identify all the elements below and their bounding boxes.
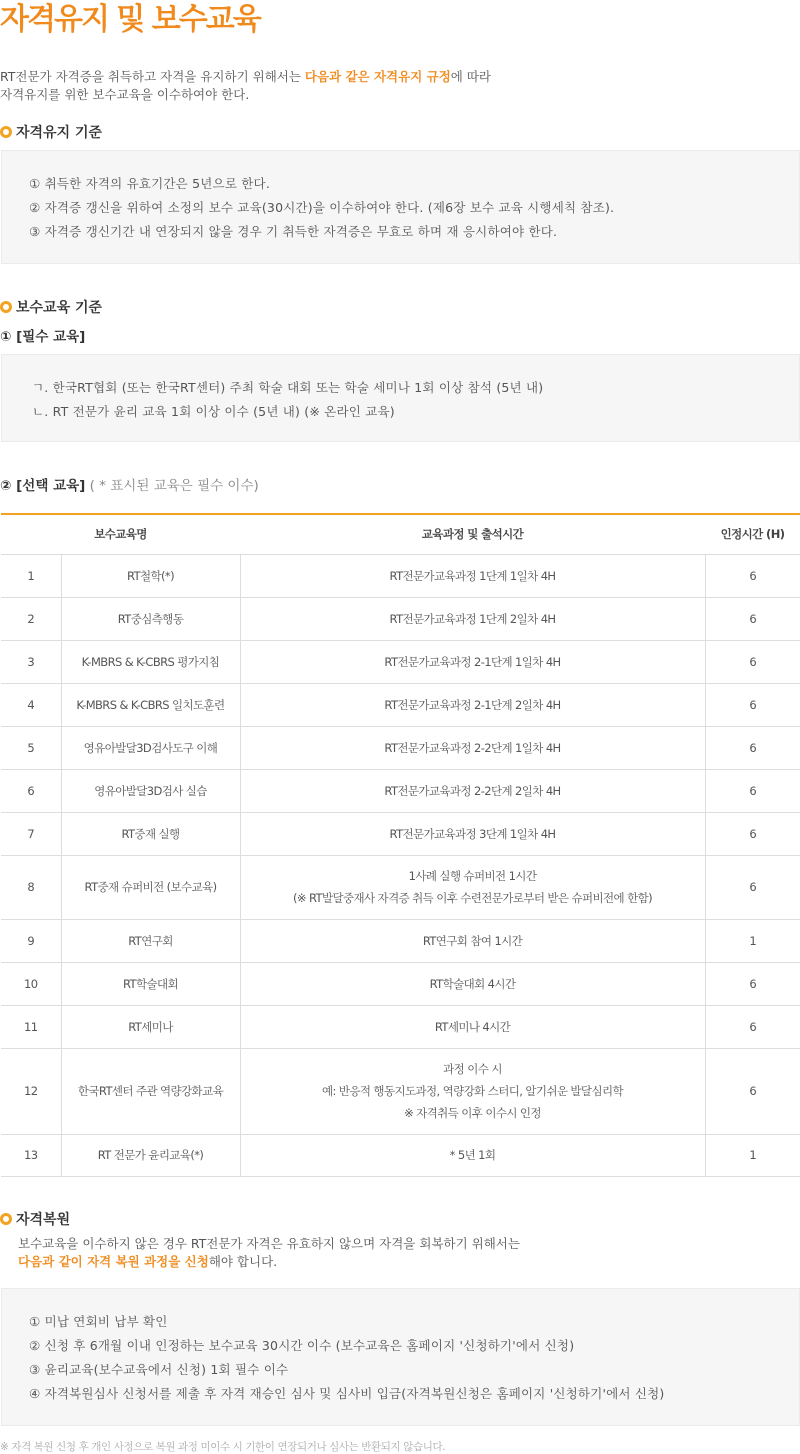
table-row	[1, 919, 800, 962]
credit-hours: 6	[705, 1048, 800, 1134]
list-item: ③ 윤리교육(보수교육에서 신청) 1회 필수 이수	[29, 1362, 289, 1377]
course-name: 영유아발달3D검사 실습	[61, 769, 240, 812]
header-course-detail: 교육과정 및 출석시간	[240, 514, 705, 554]
list-item: ② 자격증 갱신을 위하여 소정의 보수 교육(30시간)을 이수하여야 한다. (제6장 보수 교육 시행세칙 참조).	[29, 200, 615, 215]
row-number: 12	[1, 1048, 61, 1134]
table-row	[1, 726, 800, 769]
row-number: 4	[1, 683, 61, 726]
table-row	[1, 1048, 800, 1134]
course-detail	[240, 812, 705, 855]
course-detail	[240, 962, 705, 1005]
maintenance-box	[1, 150, 800, 264]
course-detail	[240, 769, 705, 812]
education-heading	[0, 298, 102, 318]
course-detail	[240, 919, 705, 962]
table-row	[1, 812, 800, 855]
course-name: RT학술대회	[61, 962, 240, 1005]
list-item: ③ 자격증 갱신기간 내 연장되지 않을 경우 기 취득한 자격증은 무효로 하며 재 응시하여야 한다.	[29, 224, 558, 239]
restore-line2-after: 해야 합니다.	[208, 1254, 278, 1269]
elective-heading	[0, 476, 259, 496]
maintenance-heading	[0, 123, 102, 143]
intro-line1-before: RT전문가 자격증을 취득하고 자격을 유지하기 위해서는	[0, 69, 305, 84]
row-number: 6	[1, 769, 61, 812]
course-detail-line: RT전문가교육과정 3단계 1일차 4H	[389, 826, 556, 841]
intro-line2: 자격유지를 위한 보수교육을 이수하여야 한다.	[0, 87, 250, 102]
course-detail-line: 예: 반응적 행동지도과정, 역량강화 스터디, 알기쉬운 발달심리학	[322, 1084, 623, 1098]
table-row	[1, 855, 800, 919]
table-row	[1, 769, 800, 812]
elective-note: ( * 표시된 교육은 필수 이수)	[85, 478, 259, 494]
restore-heading-label: 자격복원	[16, 1212, 71, 1228]
credit-hours: 6	[705, 769, 800, 812]
credit-hours: 6	[705, 726, 800, 769]
course-name: 한국RT센터 주관 역량강화교육	[61, 1048, 240, 1134]
restore-heading	[0, 1210, 70, 1230]
intro-text	[0, 68, 491, 104]
intro-line1-after: 에 따라	[450, 69, 491, 84]
course-detail-line: RT연구회 참여 1시간	[422, 933, 523, 948]
course-detail-line: ※ 자격취득 이후 이수시 인정	[404, 1106, 541, 1120]
table-row	[1, 597, 800, 640]
row-number: 8	[1, 855, 61, 919]
credit-hours: 6	[705, 554, 800, 597]
table-row	[1, 962, 800, 1005]
row-number: 1	[1, 554, 61, 597]
orange-ring-bullet-icon	[0, 1213, 12, 1225]
page-title: 자격유지 및 보수교육	[0, 2, 260, 37]
course-detail-line: 1사례 실행 슈퍼비전 1시간	[408, 869, 537, 883]
orange-ring-bullet-icon	[0, 301, 12, 313]
credit-hours: 6	[705, 683, 800, 726]
table-row	[1, 640, 800, 683]
credit-hours: 6	[705, 962, 800, 1005]
course-detail	[240, 640, 705, 683]
course-detail	[240, 1134, 705, 1176]
course-name: RT중심측행동	[61, 597, 240, 640]
course-name: 영유아발달3D검사도구 이해	[61, 726, 240, 769]
course-detail-line: RT전문가교육과정 2-1단계 2일차 4H	[384, 697, 561, 712]
course-detail-line: RT전문가교육과정 2-2단계 1일차 4H	[384, 740, 561, 755]
row-number: 5	[1, 726, 61, 769]
education-table	[1, 513, 800, 1177]
credit-hours: 6	[705, 855, 800, 919]
course-name: RT중재 슈퍼비전 (보수교육)	[61, 855, 240, 919]
course-name: RT중재 실행	[61, 812, 240, 855]
credit-hours: 6	[705, 1005, 800, 1048]
list-item: ④ 자격복원심사 신청서를 제출 후 자격 재승인 심사 및 심사비 입금(자격복원신청은 홈페이지 '신청하기'에서 신청)	[29, 1386, 665, 1401]
course-name: K-MBRS & K-CBRS 일치도훈련	[61, 683, 240, 726]
course-name: RT철학(*)	[61, 554, 240, 597]
row-number: 3	[1, 640, 61, 683]
course-detail-line: * 5년 1회	[449, 1148, 496, 1162]
list-item: ㄱ. 한국RT협회 (또는 한국RT센터) 주최 학술 대회 또는 학술 세미나 1회 이상 참석 (5년 내)	[32, 380, 544, 395]
maintenance-heading-label: 자격유지 기준	[16, 125, 103, 141]
list-item: ① 취득한 자격의 유효기간은 5년으로 한다.	[29, 176, 270, 191]
restore-text	[18, 1235, 520, 1271]
course-detail-line: RT전문가교육과정 2-1단계 1일차 4H	[384, 654, 561, 669]
course-detail	[240, 597, 705, 640]
table-row	[1, 1005, 800, 1048]
header-course-name: 보수교육명	[1, 514, 240, 554]
course-detail	[240, 855, 705, 919]
course-detail	[240, 554, 705, 597]
row-number: 10	[1, 962, 61, 1005]
course-detail-line: 과정 이수 시	[443, 1062, 502, 1076]
row-number: 9	[1, 919, 61, 962]
course-name: RT 전문가 윤리교육(*)	[61, 1134, 240, 1176]
course-detail-line: RT전문가교육과정 2-2단계 2일차 4H	[384, 783, 561, 798]
list-item: ㄴ. RT 전문가 윤리 교육 1회 이상 이수 (5년 내) (※ 온라인 교육)	[32, 404, 395, 419]
credit-hours: 1	[705, 1134, 800, 1176]
elective-heading-label: ② [선택 교육]	[0, 478, 86, 494]
credit-hours: 1	[705, 919, 800, 962]
course-detail-line: RT전문가교육과정 1단계 2일차 4H	[389, 611, 556, 626]
row-number: 2	[1, 597, 61, 640]
course-detail-line: RT세미나 4시간	[434, 1019, 511, 1034]
course-name: RT연구회	[61, 919, 240, 962]
row-number: 7	[1, 812, 61, 855]
intro-highlight: 다음과 같은 자격유지 규정	[304, 69, 451, 84]
table-header-row	[1, 514, 800, 554]
footnote: ※ 자격 복원 신청 후 개인 사정으로 복원 과정 미이수 시 기한이 연장되거나 심사는 반환되지 않습니다.	[0, 1441, 446, 1453]
restore-line1: 보수교육을 이수하지 않은 경우 RT전문가 자격은 유효하지 않으며 자격을 회복하기 위해서는	[18, 1236, 520, 1251]
table-row	[1, 554, 800, 597]
list-item: ② 신청 후 6개월 이내 인정하는 보수교육 30시간 이수 (보수교육은 홈페이지 '신청하기'에서 신청)	[29, 1338, 575, 1353]
required-heading: ① [필수 교육]	[0, 329, 86, 345]
course-detail	[240, 1048, 705, 1134]
list-item: ① 미납 연회비 납부 확인	[29, 1314, 168, 1329]
row-number: 11	[1, 1005, 61, 1048]
course-name: RT세미나	[61, 1005, 240, 1048]
table-row	[1, 1134, 800, 1176]
education-heading-label: 보수교육 기준	[16, 300, 103, 316]
restore-box	[1, 1288, 800, 1426]
course-detail	[240, 1005, 705, 1048]
orange-ring-bullet-icon	[0, 126, 12, 138]
restore-highlight: 다음과 같이 자격 복원 과정을 신청	[18, 1254, 209, 1269]
course-detail	[240, 683, 705, 726]
credit-hours: 6	[705, 812, 800, 855]
course-detail-line: RT학술대회 4시간	[429, 976, 516, 991]
course-detail-line: (※ RT발달중재사 자격증 취득 이후 수련전문가로부터 받은 슈퍼비전에 한함)	[293, 891, 652, 905]
required-box	[1, 354, 800, 442]
course-detail	[240, 726, 705, 769]
header-hours: 인정시간 (H)	[705, 514, 800, 554]
credit-hours: 6	[705, 640, 800, 683]
course-name: K-MBRS & K-CBRS 평가지침	[61, 640, 240, 683]
table-row	[1, 683, 800, 726]
row-number: 13	[1, 1134, 61, 1176]
course-detail-line: RT전문가교육과정 1단계 1일차 4H	[389, 568, 556, 583]
credit-hours: 6	[705, 597, 800, 640]
